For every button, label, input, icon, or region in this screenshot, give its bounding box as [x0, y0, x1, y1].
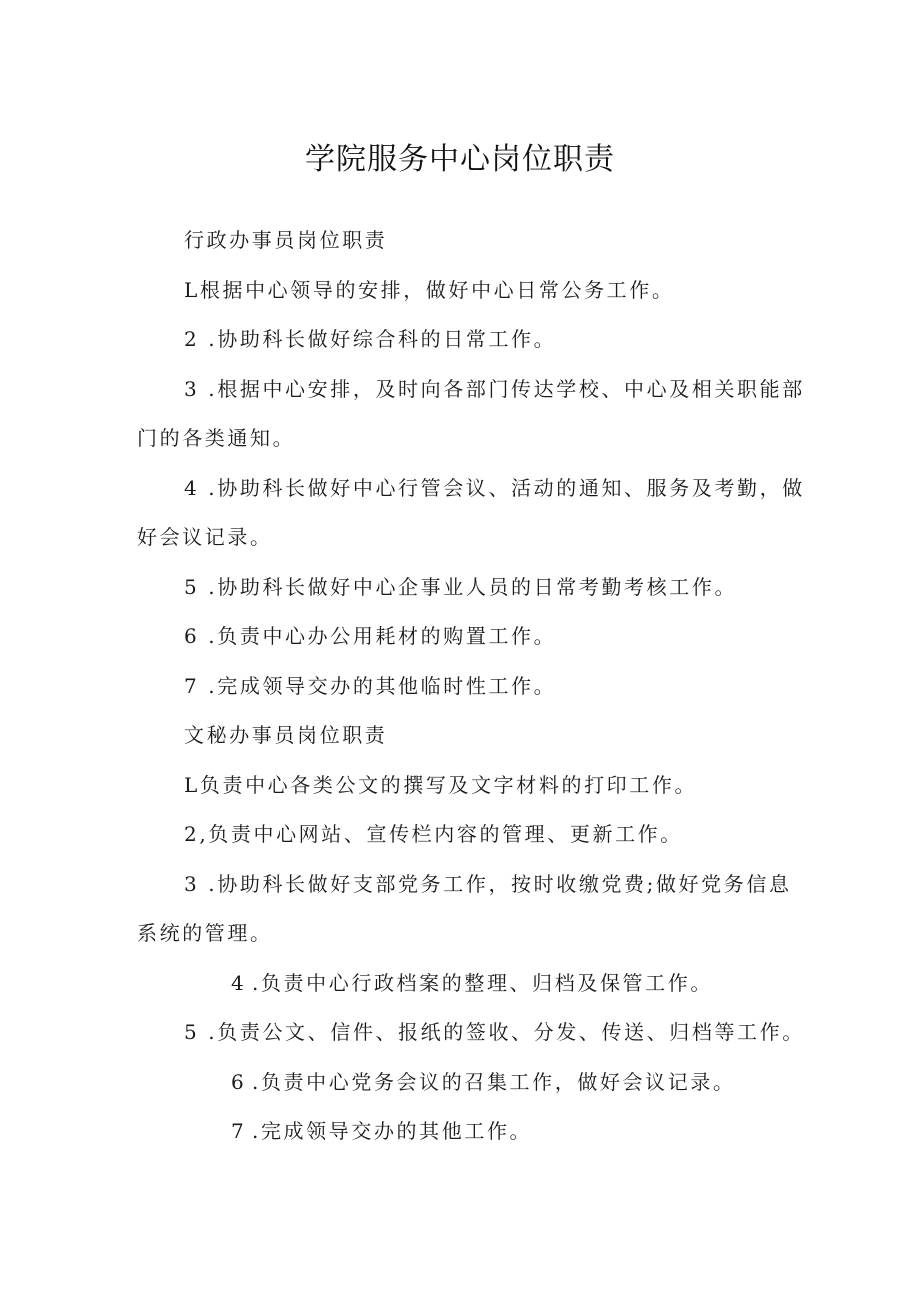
duty-number: 6 — [231, 1069, 247, 1094]
admin-duty-6: 6 .负责中心办公用耗材的购置工作。 — [184, 624, 557, 648]
duty-number: 7 — [231, 1119, 247, 1143]
secretary-duty-1: L负责中心各类公文的撰写及文字材料的打印工作。 — [184, 772, 698, 797]
admin-duty-4: 4 .协助科长做好中心行管会议、活动的通知、服务及考勤，做好会议记录。 — [137, 475, 805, 549]
secretary-duty-6 — [137, 1058, 807, 1108]
secretary-duty-4 — [137, 959, 807, 1009]
duty-text: .完成领导交办的其他工作。 — [252, 1119, 533, 1143]
admin-duty-5: 5 .协助科长做好中心企事业人员的日常考勤考核工作。 — [184, 574, 738, 599]
section-heading-admin: 行政办事员岗位职责 — [184, 228, 388, 252]
document-body — [137, 216, 807, 1157]
secretary-duty-3: 3 .协助科长做好支部党务工作，按时收缴党费;做好党务信息系统的管理。 — [137, 871, 792, 945]
duty-number: 4 — [231, 970, 247, 995]
admin-duty-2: 2 .协助科长做好综合科的日常工作。 — [184, 327, 557, 351]
secretary-duty-2: 2,负责中心网站、宣传栏内容的管理、更新工作。 — [184, 822, 683, 846]
duty-text: .负责中心行政档案的整理、归档及保管工作。 — [252, 970, 713, 995]
admin-duty-1: L根据中心领导的安排，做好中心日常公务工作。 — [184, 277, 675, 302]
secretary-duty-5: 5 .负责公文、信件、报纸的签收、分发、传送、归档等工作。 — [184, 1020, 805, 1044]
admin-duty-3: 3 .根据中心安排，及时向各部门传达学校、中心及相关职能部门的各类通知。 — [137, 376, 805, 450]
document-title: 学院服务中心岗位职责 — [305, 142, 615, 177]
section-heading-secretary: 文秘办事员岗位职责 — [184, 723, 388, 747]
admin-duty-7: 7 .完成领导交办的其他临时性工作。 — [184, 673, 557, 698]
duty-text: .负责中心党务会议的召集工作，做好会议记录。 — [252, 1069, 736, 1094]
secretary-duty-7 — [137, 1107, 807, 1157]
